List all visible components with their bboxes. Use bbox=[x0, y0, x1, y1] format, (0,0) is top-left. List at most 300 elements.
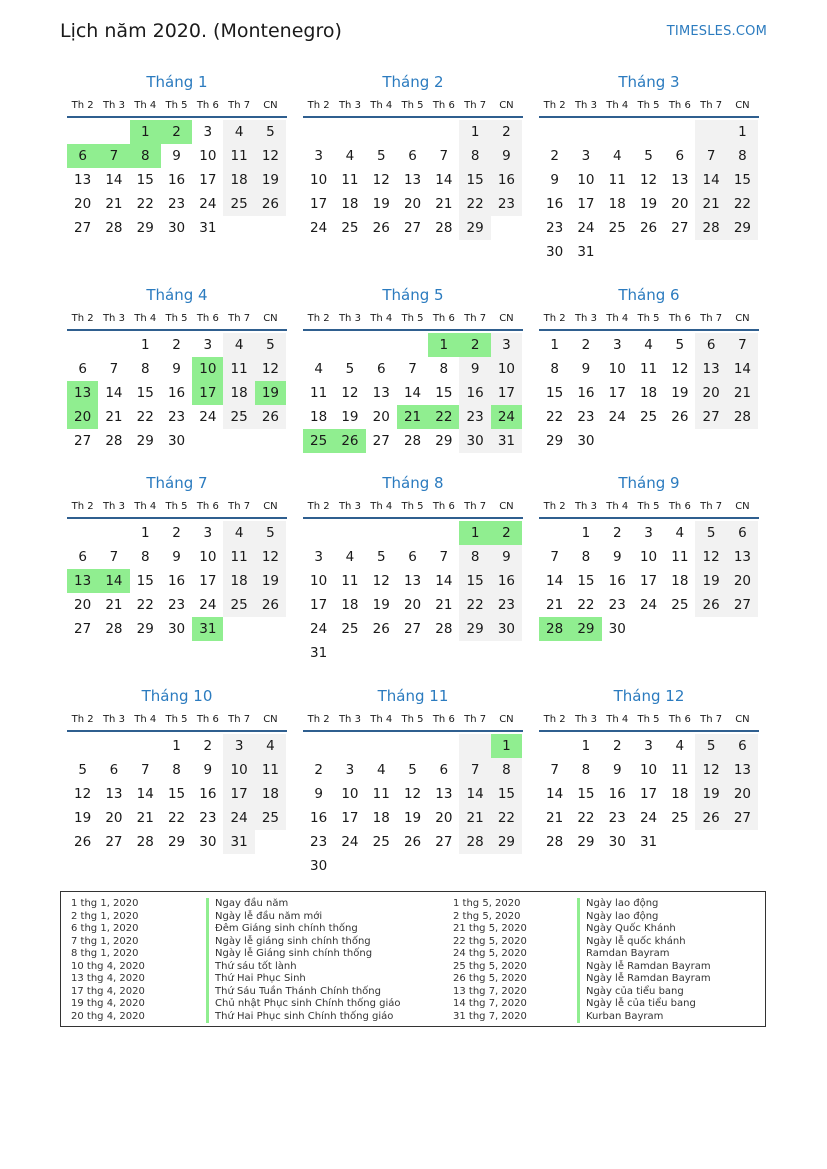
day-cell: 19 bbox=[341, 409, 359, 425]
day-cell: 8 bbox=[172, 762, 181, 778]
weekday-label: CN bbox=[735, 99, 750, 111]
holiday-day-cell: 29 bbox=[570, 617, 601, 641]
day-cell: 25 bbox=[223, 405, 254, 429]
empty-cell bbox=[397, 333, 428, 357]
day-cell: 14 bbox=[105, 172, 123, 188]
empty-cell bbox=[334, 521, 365, 545]
day-cell: 26 bbox=[671, 409, 689, 425]
day-cell: 26 bbox=[255, 593, 286, 617]
holiday-day-cell: 2 bbox=[491, 521, 522, 545]
weekday-label: Th 7 bbox=[700, 713, 723, 725]
day-cell: 22 bbox=[136, 409, 154, 425]
month-block bbox=[67, 283, 287, 453]
month-block bbox=[303, 684, 523, 878]
day-cell: 3 bbox=[314, 549, 323, 565]
day-cell: 10 bbox=[639, 762, 658, 778]
weekday-header bbox=[539, 307, 759, 331]
day-cell: 21 bbox=[105, 409, 123, 425]
day-cell: 20 bbox=[74, 196, 92, 212]
day-cell: 22 bbox=[136, 196, 154, 212]
day-cell: 30 bbox=[167, 220, 186, 236]
day-cell: 7 bbox=[550, 549, 559, 565]
day-cell: 15 bbox=[136, 573, 154, 589]
legend-names-left bbox=[206, 898, 401, 1023]
day-cell: 3 bbox=[203, 124, 213, 140]
day-cell: 16 bbox=[310, 810, 328, 826]
day-cell: 7 bbox=[727, 333, 758, 357]
day-cell: 8 bbox=[140, 549, 150, 565]
day-cell: 25 bbox=[255, 806, 286, 830]
month-block bbox=[67, 684, 287, 854]
weekday-label: Th 6 bbox=[668, 312, 691, 324]
day-cell: 15 bbox=[459, 168, 490, 192]
month-block bbox=[539, 471, 759, 641]
weekday-label: CN bbox=[499, 500, 514, 512]
day-cell: 26 bbox=[372, 220, 390, 236]
day-cell: 31 bbox=[199, 220, 217, 236]
holiday-day-cell: 28 bbox=[539, 617, 570, 641]
month-block bbox=[539, 684, 759, 854]
holiday-day-cell: 13 bbox=[67, 569, 98, 593]
day-cell: 28 bbox=[695, 216, 726, 240]
day-cell: 11 bbox=[341, 573, 359, 589]
day-cell: 24 bbox=[341, 834, 359, 850]
day-cell: 29 bbox=[727, 216, 758, 240]
day-cell: 15 bbox=[577, 573, 595, 589]
day-grid bbox=[67, 734, 287, 854]
legend-holiday-name: Thứ Sáu Tuần Thánh Chính thống bbox=[206, 986, 401, 999]
day-cell: 20 bbox=[372, 409, 390, 425]
day-cell: 25 bbox=[341, 220, 359, 236]
day-grid bbox=[67, 120, 287, 240]
day-cell: 16 bbox=[546, 196, 564, 212]
day-cell: 18 bbox=[223, 168, 254, 192]
day-cell: 18 bbox=[671, 786, 689, 802]
month-title: Tháng 8 bbox=[382, 474, 444, 492]
day-cell: 17 bbox=[223, 782, 254, 806]
day-cell: 10 bbox=[639, 549, 658, 565]
holiday-day-cell: 13 bbox=[67, 381, 98, 405]
weekday-label: Th 3 bbox=[574, 99, 597, 111]
day-cell: 4 bbox=[223, 333, 254, 357]
weekday-label: Th 2 bbox=[71, 99, 94, 111]
day-cell: 11 bbox=[223, 357, 254, 381]
weekday-label: Th 3 bbox=[574, 500, 597, 512]
legend-date: 24 thg 5, 2020 bbox=[453, 948, 527, 959]
legend-holiday-name: Đêm Giáng sinh chính thống bbox=[206, 923, 401, 936]
month-title: Tháng 6 bbox=[618, 286, 680, 304]
day-cell: 20 bbox=[727, 782, 758, 806]
empty-cell bbox=[98, 734, 129, 758]
day-cell: 9 bbox=[459, 357, 490, 381]
empty-cell bbox=[664, 120, 695, 144]
weekday-header bbox=[539, 708, 759, 732]
day-cell: 2 bbox=[203, 738, 213, 754]
weekday-label: Th 2 bbox=[307, 500, 330, 512]
day-cell: 17 bbox=[199, 573, 217, 589]
day-cell: 6 bbox=[675, 148, 685, 164]
day-cell: 11 bbox=[341, 172, 359, 188]
weekday-label: Th 5 bbox=[401, 312, 424, 324]
holiday-day-cell: 20 bbox=[67, 405, 98, 429]
day-cell: 15 bbox=[491, 782, 522, 806]
day-cell: 20 bbox=[403, 597, 422, 613]
day-cell: 9 bbox=[314, 786, 323, 802]
legend-date: 22 thg 5, 2020 bbox=[453, 935, 527, 947]
day-cell: 19 bbox=[255, 168, 286, 192]
day-cell: 30 bbox=[577, 433, 595, 449]
day-cell: 10 bbox=[199, 148, 217, 164]
day-cell: 28 bbox=[105, 621, 123, 637]
day-cell: 26 bbox=[639, 220, 658, 236]
legend-date: 8 thg 1, 2020 bbox=[71, 948, 139, 959]
day-cell: 19 bbox=[74, 810, 92, 826]
day-cell: 15 bbox=[435, 385, 453, 401]
weekday-label: CN bbox=[263, 99, 278, 111]
day-cell: 2 bbox=[491, 120, 522, 144]
month-title: Tháng 1 bbox=[146, 73, 208, 91]
day-cell: 4 bbox=[644, 337, 653, 353]
day-cell: 6 bbox=[78, 361, 87, 377]
day-cell: 24 bbox=[223, 806, 254, 830]
day-cell: 18 bbox=[372, 810, 390, 826]
day-cell: 1 bbox=[172, 738, 181, 754]
legend-holiday-name: Chủ nhật Phục sinh Chính thống giáo bbox=[206, 998, 401, 1011]
weekday-label: Th 3 bbox=[338, 500, 361, 512]
day-cell: 29 bbox=[577, 834, 595, 850]
day-cell: 14 bbox=[459, 782, 490, 806]
day-cell: 4 bbox=[376, 762, 386, 778]
legend-date: 25 thg 5, 2020 bbox=[453, 960, 527, 972]
day-cell: 5 bbox=[376, 148, 386, 164]
weekday-header bbox=[67, 708, 287, 732]
legend-holiday-name: Kurban Bayram bbox=[577, 1011, 711, 1024]
weekday-label: Th 6 bbox=[668, 99, 691, 111]
day-cell: 31 bbox=[639, 834, 658, 850]
legend-holiday-name: Ngày lao động bbox=[577, 911, 711, 924]
day-cell: 22 bbox=[136, 597, 154, 613]
day-cell: 5 bbox=[345, 361, 355, 377]
weekday-label: CN bbox=[735, 312, 750, 324]
day-cell: 18 bbox=[255, 782, 286, 806]
day-cell: 10 bbox=[310, 172, 328, 188]
day-cell: 19 bbox=[671, 385, 689, 401]
day-cell: 8 bbox=[459, 144, 490, 168]
day-cell: 10 bbox=[223, 758, 254, 782]
day-cell: 28 bbox=[727, 405, 758, 429]
legend-date: 14 thg 7, 2020 bbox=[453, 998, 527, 1009]
empty-cell bbox=[459, 734, 490, 758]
empty-cell bbox=[67, 333, 98, 357]
day-cell: 3 bbox=[314, 148, 323, 164]
weekday-header bbox=[539, 495, 759, 519]
day-cell: 7 bbox=[439, 549, 449, 565]
day-cell: 9 bbox=[172, 549, 181, 565]
day-cell: 17 bbox=[310, 597, 328, 613]
weekday-label: Th 5 bbox=[637, 500, 660, 512]
day-cell: 5 bbox=[408, 762, 417, 778]
weekday-label: CN bbox=[499, 713, 514, 725]
day-cell: 25 bbox=[223, 593, 254, 617]
day-grid bbox=[67, 521, 287, 641]
legend-date: 10 thg 4, 2020 bbox=[71, 960, 145, 972]
day-cell: 6 bbox=[376, 361, 386, 377]
day-cell: 12 bbox=[639, 172, 658, 188]
day-cell: 13 bbox=[727, 545, 758, 569]
day-cell: 20 bbox=[403, 196, 422, 212]
day-cell: 29 bbox=[459, 617, 490, 641]
day-cell: 29 bbox=[491, 830, 522, 854]
holiday-day-cell: 31 bbox=[192, 617, 223, 641]
day-cell: 30 bbox=[546, 244, 564, 260]
day-cell: 14 bbox=[546, 786, 564, 802]
weekday-label: Th 2 bbox=[71, 500, 94, 512]
day-cell: 21 bbox=[546, 810, 564, 826]
day-cell: 26 bbox=[74, 834, 92, 850]
legend-holiday-name: Ngày lễ Giáng sinh chính thống bbox=[206, 948, 401, 961]
day-cell: 5 bbox=[695, 521, 726, 545]
day-grid bbox=[539, 734, 759, 854]
day-cell: 15 bbox=[546, 385, 564, 401]
day-cell: 12 bbox=[341, 385, 359, 401]
day-grid bbox=[539, 333, 759, 453]
empty-cell bbox=[334, 120, 365, 144]
day-cell: 17 bbox=[491, 381, 522, 405]
day-cell: 12 bbox=[695, 545, 726, 569]
day-cell: 26 bbox=[255, 192, 286, 216]
legend-date: 1 thg 1, 2020 bbox=[71, 898, 139, 909]
day-cell: 19 bbox=[695, 782, 726, 806]
weekday-label: Th 6 bbox=[432, 713, 455, 725]
day-cell: 21 bbox=[695, 192, 726, 216]
day-cell: 23 bbox=[491, 192, 522, 216]
site-link[interactable]: TIMESLES.COM bbox=[666, 24, 767, 39]
legend-holiday-name: Thứ sáu tốt lành bbox=[206, 961, 401, 974]
weekday-label: Th 5 bbox=[401, 713, 424, 725]
day-cell: 13 bbox=[727, 758, 758, 782]
holiday-day-cell: 24 bbox=[491, 405, 522, 429]
day-cell: 23 bbox=[608, 810, 626, 826]
holiday-day-cell: 10 bbox=[192, 357, 223, 381]
day-cell: 23 bbox=[167, 597, 186, 613]
weekday-label: Th 4 bbox=[606, 713, 629, 725]
day-cell: 17 bbox=[577, 196, 595, 212]
day-cell: 15 bbox=[136, 172, 154, 188]
day-cell: 27 bbox=[671, 220, 689, 236]
empty-cell bbox=[397, 734, 428, 758]
empty-cell bbox=[539, 521, 570, 545]
day-cell: 27 bbox=[727, 593, 758, 617]
day-cell: 14 bbox=[695, 168, 726, 192]
day-cell: 13 bbox=[435, 786, 453, 802]
day-cell: 29 bbox=[546, 433, 564, 449]
day-cell: 28 bbox=[435, 621, 453, 637]
weekday-label: Th 4 bbox=[370, 713, 393, 725]
weekday-label: Th 4 bbox=[606, 312, 629, 324]
day-cell: 10 bbox=[341, 786, 359, 802]
day-cell: 4 bbox=[675, 525, 685, 541]
month-title: Tháng 7 bbox=[146, 474, 208, 492]
day-cell: 4 bbox=[612, 148, 622, 164]
day-grid bbox=[303, 521, 523, 665]
day-cell: 4 bbox=[345, 549, 355, 565]
day-cell: 21 bbox=[105, 597, 123, 613]
day-cell: 26 bbox=[695, 593, 726, 617]
weekday-label: Th 2 bbox=[543, 312, 566, 324]
day-grid bbox=[67, 333, 287, 453]
weekday-label: Th 3 bbox=[102, 312, 125, 324]
empty-cell bbox=[539, 120, 570, 144]
weekday-label: Th 2 bbox=[543, 99, 566, 111]
weekday-label: Th 2 bbox=[307, 713, 330, 725]
day-cell: 25 bbox=[608, 220, 626, 236]
day-cell: 19 bbox=[695, 569, 726, 593]
day-cell: 4 bbox=[255, 734, 286, 758]
day-cell: 26 bbox=[403, 834, 422, 850]
weekday-label: Th 4 bbox=[606, 99, 629, 111]
day-cell: 25 bbox=[639, 409, 658, 425]
legend-date: 17 thg 4, 2020 bbox=[71, 985, 145, 997]
day-cell: 13 bbox=[403, 172, 422, 188]
day-cell: 1 bbox=[550, 337, 559, 353]
day-cell: 15 bbox=[727, 168, 758, 192]
holiday-day-cell: 1 bbox=[428, 333, 459, 357]
weekday-label: Th 5 bbox=[401, 99, 424, 111]
day-grid bbox=[303, 734, 523, 878]
weekday-label: Th 6 bbox=[668, 713, 691, 725]
day-cell: 18 bbox=[341, 196, 359, 212]
weekday-label: Th 7 bbox=[228, 500, 251, 512]
day-cell: 8 bbox=[550, 361, 559, 377]
day-cell: 12 bbox=[403, 786, 422, 802]
day-cell: 9 bbox=[491, 545, 522, 569]
weekday-label: Th 2 bbox=[307, 99, 330, 111]
month-block bbox=[67, 70, 287, 240]
day-cell: 4 bbox=[223, 120, 254, 144]
day-cell: 18 bbox=[639, 385, 658, 401]
day-grid bbox=[539, 521, 759, 641]
day-cell: 27 bbox=[403, 621, 422, 637]
day-cell: 22 bbox=[546, 409, 564, 425]
day-cell: 21 bbox=[105, 196, 123, 212]
day-cell: 24 bbox=[310, 220, 328, 236]
day-cell: 25 bbox=[372, 834, 390, 850]
weekday-header bbox=[67, 307, 287, 331]
day-cell: 3 bbox=[491, 333, 522, 357]
day-cell: 2 bbox=[612, 525, 622, 541]
day-cell: 19 bbox=[372, 196, 390, 212]
day-cell: 13 bbox=[105, 786, 123, 802]
holiday-day-cell: 26 bbox=[334, 429, 365, 453]
weekday-label: Th 5 bbox=[401, 500, 424, 512]
empty-cell bbox=[98, 333, 129, 357]
day-cell: 29 bbox=[435, 433, 453, 449]
day-cell: 2 bbox=[314, 762, 323, 778]
day-cell: 12 bbox=[255, 357, 286, 381]
weekday-label: Th 4 bbox=[134, 99, 157, 111]
day-cell: 13 bbox=[695, 357, 726, 381]
page-title: Lịch năm 2020. (Montenegro) bbox=[60, 20, 342, 42]
empty-cell bbox=[428, 734, 459, 758]
day-cell: 12 bbox=[255, 144, 286, 168]
day-cell: 17 bbox=[341, 810, 359, 826]
weekday-label: Th 3 bbox=[338, 713, 361, 725]
weekday-label: Th 6 bbox=[668, 500, 691, 512]
legend-holiday-name: Ngày của tiểu bang bbox=[577, 986, 711, 999]
day-cell: 13 bbox=[74, 172, 92, 188]
month-block bbox=[67, 471, 287, 641]
day-cell: 19 bbox=[255, 569, 286, 593]
weekday-label: Th 7 bbox=[464, 99, 487, 111]
legend-holiday-name: Ngày lễ Ramdan Bayram bbox=[577, 973, 711, 986]
day-cell: 16 bbox=[577, 385, 595, 401]
day-grid bbox=[303, 120, 523, 240]
day-grid bbox=[539, 120, 759, 264]
month-title: Tháng 12 bbox=[613, 687, 685, 705]
day-cell: 25 bbox=[223, 192, 254, 216]
day-cell: 7 bbox=[140, 762, 150, 778]
day-cell: 22 bbox=[727, 192, 758, 216]
legend-date: 6 thg 1, 2020 bbox=[71, 923, 139, 934]
day-cell: 2 bbox=[612, 738, 622, 754]
day-cell: 29 bbox=[459, 216, 490, 240]
day-cell: 6 bbox=[408, 148, 417, 164]
day-cell: 22 bbox=[577, 810, 595, 826]
day-cell: 3 bbox=[581, 148, 591, 164]
month-title: Tháng 9 bbox=[618, 474, 680, 492]
weekday-label: Th 4 bbox=[134, 500, 157, 512]
day-cell: 1 bbox=[727, 120, 758, 144]
day-cell: 6 bbox=[78, 549, 87, 565]
day-cell: 31 bbox=[310, 645, 328, 661]
day-cell: 22 bbox=[459, 192, 490, 216]
weekday-label: Th 2 bbox=[71, 713, 94, 725]
day-cell: 29 bbox=[136, 433, 154, 449]
day-cell: 8 bbox=[140, 361, 150, 377]
day-cell: 5 bbox=[644, 148, 653, 164]
day-cell: 14 bbox=[727, 357, 758, 381]
day-cell: 6 bbox=[727, 734, 758, 758]
day-cell: 16 bbox=[459, 381, 490, 405]
weekday-label: Th 4 bbox=[370, 500, 393, 512]
month-title: Tháng 11 bbox=[377, 687, 449, 705]
day-cell: 10 bbox=[310, 573, 328, 589]
day-cell: 4 bbox=[223, 521, 254, 545]
month-block bbox=[303, 283, 523, 453]
day-cell: 2 bbox=[550, 148, 559, 164]
day-cell: 30 bbox=[459, 429, 490, 453]
day-cell: 15 bbox=[136, 385, 154, 401]
weekday-label: Th 3 bbox=[102, 99, 125, 111]
empty-cell bbox=[366, 333, 397, 357]
holiday-day-cell: 19 bbox=[255, 381, 286, 405]
day-cell: 23 bbox=[546, 220, 564, 236]
weekday-label: Th 2 bbox=[543, 500, 566, 512]
day-cell: 28 bbox=[459, 830, 490, 854]
day-cell: 18 bbox=[608, 196, 626, 212]
weekday-label: Th 4 bbox=[134, 312, 157, 324]
legend-date: 7 thg 1, 2020 bbox=[71, 935, 139, 947]
day-cell: 29 bbox=[136, 621, 154, 637]
weekday-header bbox=[539, 94, 759, 118]
weekday-label: Th 5 bbox=[165, 500, 188, 512]
weekday-label: Th 7 bbox=[228, 99, 251, 111]
day-cell: 3 bbox=[345, 762, 355, 778]
day-cell: 11 bbox=[310, 385, 328, 401]
day-cell: 11 bbox=[639, 361, 658, 377]
day-cell: 10 bbox=[577, 172, 595, 188]
empty-cell bbox=[428, 521, 459, 545]
